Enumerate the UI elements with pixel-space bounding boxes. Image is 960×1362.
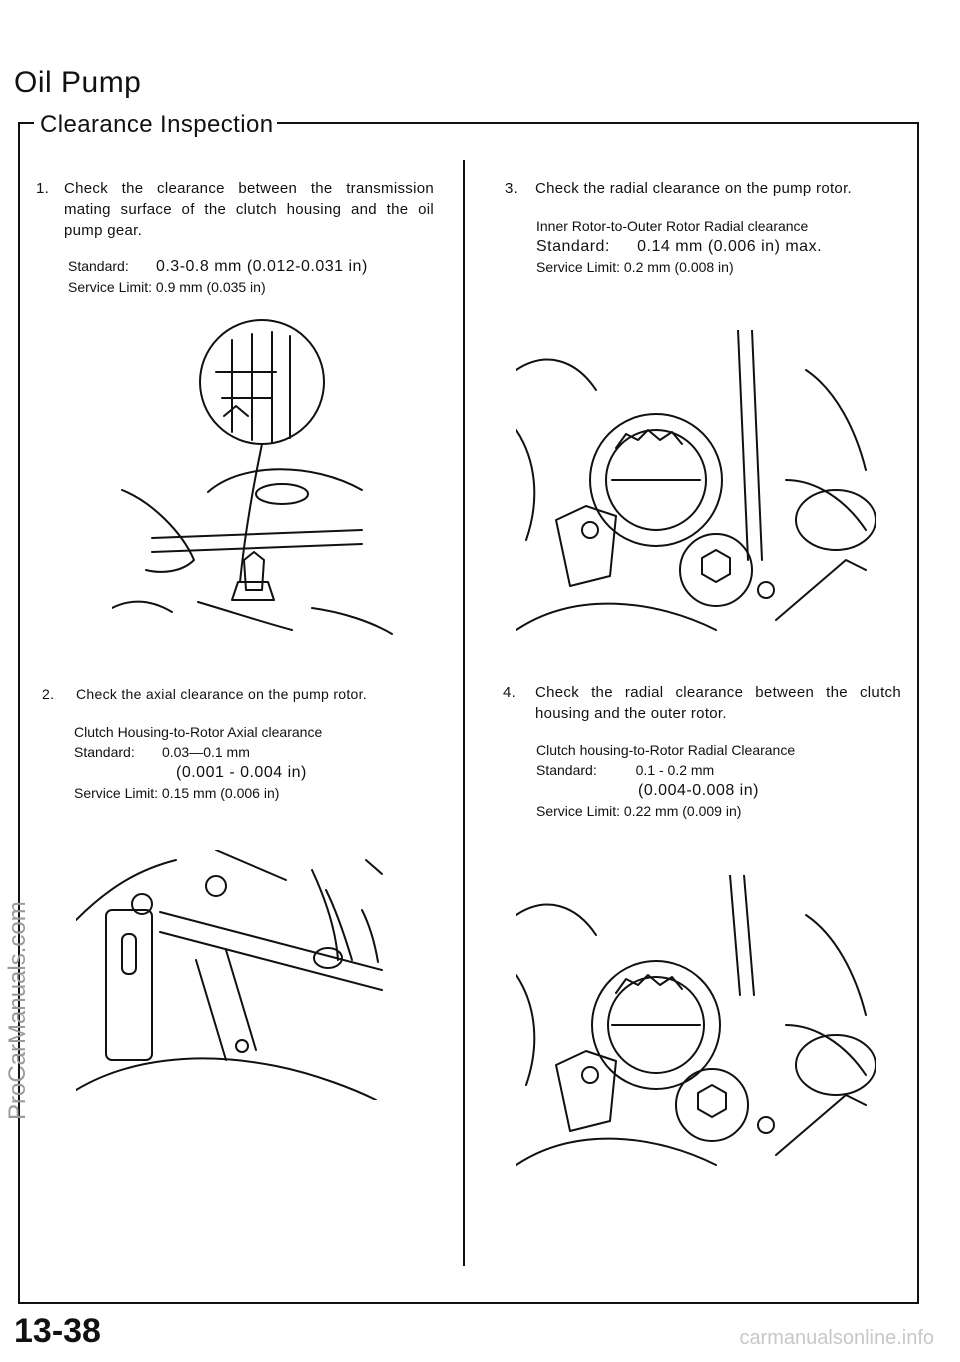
page-title: Oil Pump	[14, 66, 142, 99]
step-text: Check the radial clearance between the clutch housing and the outer rotor.	[535, 684, 901, 722]
step-3-spec	[536, 216, 896, 277]
footer-site-text: carmanualsonline.info	[739, 1327, 934, 1349]
standard-value-2: (0.004-0.008 in)	[638, 782, 759, 799]
standard-label: Standard:	[68, 258, 129, 274]
section-title: Clearance Inspection	[36, 111, 277, 139]
spec-label: Clutch Housing-to-Rotor Axial clearance	[74, 724, 323, 740]
step-2	[42, 684, 422, 706]
step-number: 4.	[503, 684, 517, 701]
frame-left-top-tick	[18, 122, 34, 124]
watermark: ProCarManuals.com	[4, 901, 31, 1120]
spec-label: Inner Rotor-to-Outer Rotor Radial clearance	[536, 218, 809, 234]
standard-label: Standard:	[536, 762, 597, 778]
standard-value-2: (0.001 - 0.004 in)	[176, 764, 307, 781]
step-4-illustration	[516, 875, 876, 1175]
standard-value: 0.3-0.8 mm (0.012-0.031 in)	[155, 258, 368, 275]
standard-value: 0.1 - 0.2 mm	[635, 762, 715, 778]
service-limit: Service Limit: 0.2 mm (0.008 in)	[536, 259, 734, 275]
step-text: Check the clearance between the transmission mating surface of the clutch housing and the oil pump gear.	[64, 180, 434, 239]
step-text: Check the radial clearance on the pump rotor.	[535, 180, 853, 197]
step-2-illustration	[76, 850, 396, 1100]
step-3	[505, 178, 895, 200]
step-number: 3.	[505, 180, 519, 197]
service-limit: Service Limit: 0.15 mm (0.006 in)	[74, 785, 280, 801]
frame-bottom-border	[18, 1302, 919, 1304]
step-3-illustration	[516, 330, 876, 640]
standard-label: Standard:	[536, 238, 610, 255]
step-4	[503, 682, 901, 726]
service-limit: Service Limit: 0.22 mm (0.009 in)	[536, 803, 742, 819]
standard-label: Standard:	[74, 744, 135, 760]
step-1-spec	[68, 256, 448, 297]
step-1-illustration	[112, 312, 412, 652]
page-number: 13-38	[14, 1312, 101, 1350]
step-number: 1.	[36, 180, 50, 197]
spec-label: Clutch housing-to-Rotor Radial Clearance	[536, 742, 796, 758]
frame-left-border	[18, 122, 20, 1304]
standard-value: 0.03—0.1 mm	[161, 744, 250, 760]
frame-right-border	[917, 122, 919, 1304]
step-number: 2.	[42, 686, 55, 702]
standard-value: 0.14 mm (0.006 in) max.	[637, 238, 823, 255]
step-4-spec	[536, 740, 896, 821]
step-text: Check the axial clearance on the pump rotor.	[76, 686, 368, 702]
step-2-spec	[74, 722, 434, 803]
step-1	[36, 178, 434, 244]
column-divider	[463, 160, 465, 1266]
frame-top-border	[276, 122, 919, 124]
service-limit: Service Limit: 0.9 mm (0.035 in)	[68, 279, 266, 295]
